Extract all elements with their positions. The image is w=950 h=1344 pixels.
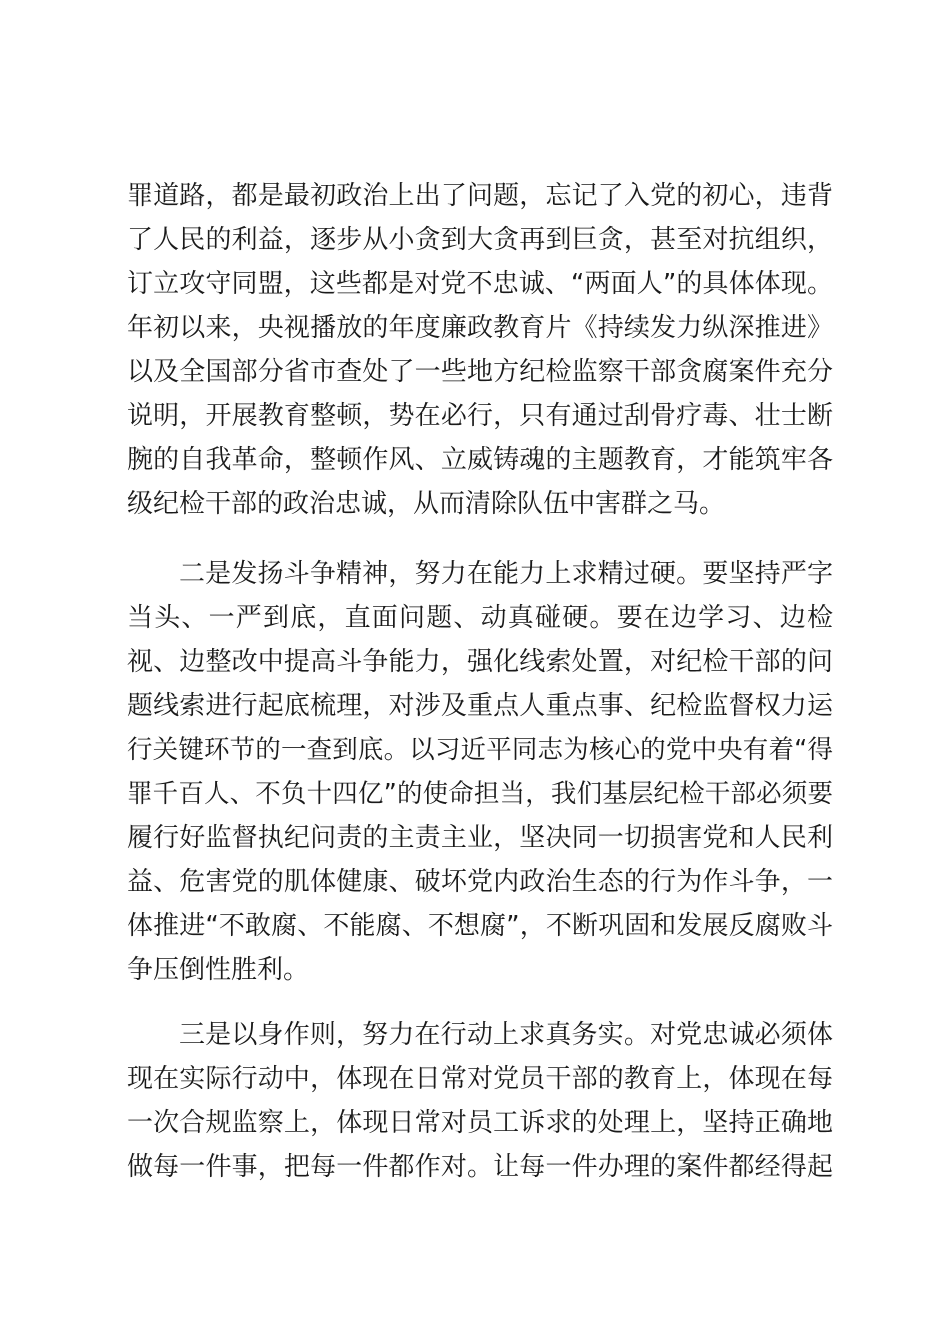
text-line: 视、边整改中提高斗争能力，强化线索处置，对纪检干部的问 <box>127 647 833 677</box>
text-line: 体推进“不敢腐、不能腐、不想腐”，不断巩固和发展反腐败斗 <box>127 911 833 941</box>
text-line: 年初以来，央视播放的年度廉政教育片《持续发力纵深推进》 <box>127 313 833 343</box>
text-line: 二是发扬斗争精神，努力在能力上求精过硬。要坚持严字 <box>179 559 833 589</box>
text-line: 级纪检干部的政治忠诚，从而清除队伍中害群之马。 <box>127 489 726 519</box>
text-line: 了人民的利益，逐步从小贪到大贪再到巨贪，甚至对抗组织， <box>127 225 833 255</box>
text-line: 三是以身作则，努力在行动上求真务实。对党忠诚必须体 <box>179 1020 833 1050</box>
text-line: 行关键环节的一查到底。以习近平同志为核心的党中央有着“得 <box>127 735 833 765</box>
text-line: 当头、一严到底，直面问题、动真碰硬。要在边学习、边检 <box>127 603 833 633</box>
text-line: 订立攻守同盟，这些都是对党不忠诚、“两面人”的具体体现。 <box>127 269 833 299</box>
text-line: 现在实际行动中，体现在日常对党员干部的教育上，体现在每 <box>127 1064 833 1094</box>
text-line: 罪千百人、不负十四亿”的使命担当，我们基层纪检干部必须要 <box>127 779 833 809</box>
text-line: 一次合规监察上，体现日常对员工诉求的处理上，坚持正确地 <box>127 1108 833 1138</box>
text-line: 腕的自我革命，整顿作风、立威铸魂的主题教育，才能筑牢各 <box>127 445 833 475</box>
text-line: 以及全国部分省市查处了一些地方纪检监察干部贪腐案件充分 <box>127 357 833 387</box>
text-line: 履行好监督执纪问责的主责主业，坚决同一切损害党和人民利 <box>127 823 833 853</box>
text-line: 争压倒性胜利。 <box>127 955 310 985</box>
text-line: 说明，开展教育整顿，势在必行，只有通过刮骨疗毒、壮士断 <box>127 401 833 431</box>
text-line: 罪道路，都是最初政治上出了问题，忘记了入党的初心，违背 <box>127 181 833 211</box>
paragraph-3 <box>127 1013 833 1189</box>
text-line: 益、危害党的肌体健康、破坏党内政治生态的行为作斗争，一 <box>127 867 833 897</box>
text-line: 题线索进行起底梳理，对涉及重点人重点事、纪检监督权力运 <box>127 691 833 721</box>
paragraph-1 <box>127 174 833 526</box>
paragraph-2 <box>127 552 833 992</box>
text-line: 做每一件事，把每一件都作对。让每一件办理的案件都经得起 <box>127 1152 833 1182</box>
